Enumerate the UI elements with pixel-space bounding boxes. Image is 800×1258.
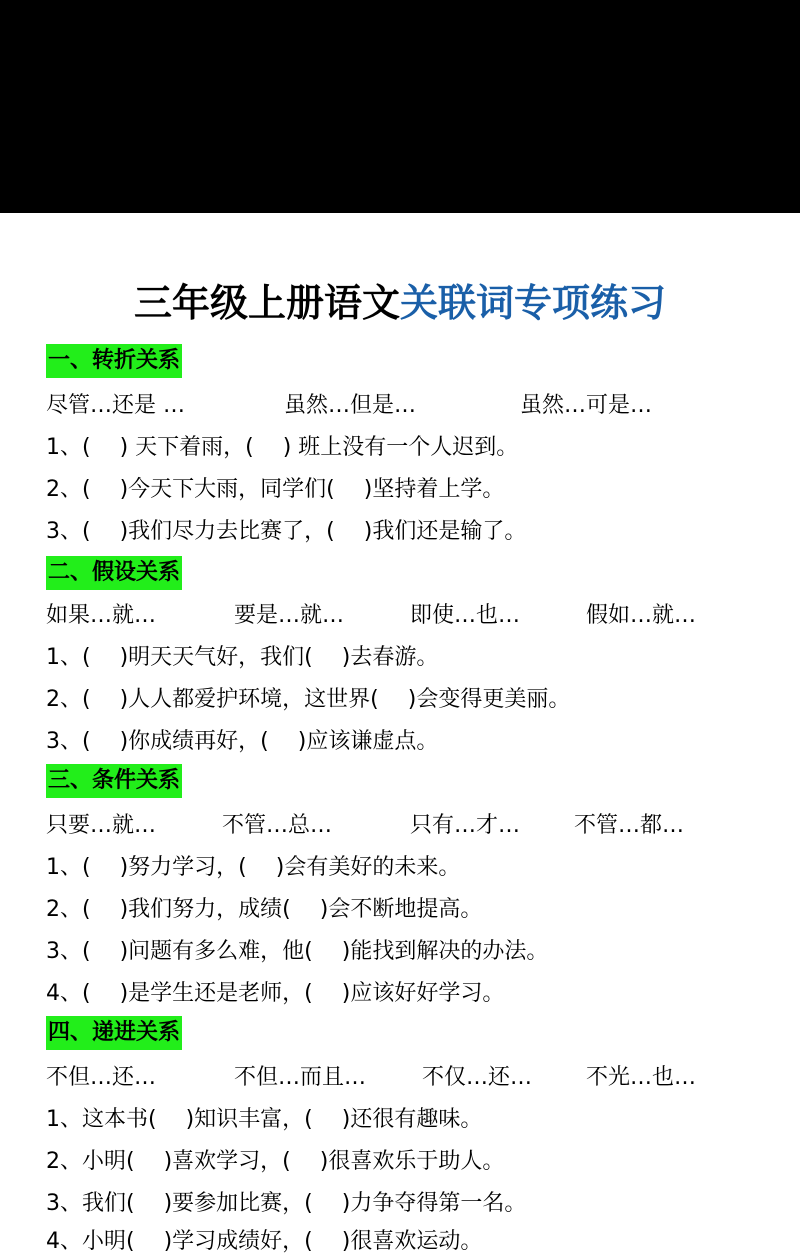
conjunction-item: 尽管…还是 …	[46, 393, 185, 418]
section-heading-progressive: 四、递进关系	[46, 1016, 182, 1050]
conjunction-item: 不仅…还…	[422, 1065, 533, 1090]
question-line: 3、( )问题有多么难，他( )能找到解决的办法。	[46, 939, 549, 964]
question-line: 2、( )人人都爱护环境，这世界( )会变得更美丽。	[46, 687, 571, 712]
question-line: 4、小明( )学习成绩好，( )很喜欢运动。	[46, 1229, 483, 1254]
conjunction-row	[46, 810, 766, 842]
conjunction-item: 不但…还…	[46, 1065, 157, 1090]
section-heading-hypothesis: 二、假设关系	[46, 556, 182, 590]
question-line: 4、( )是学生还是老师，( )应该好好学习。	[46, 981, 505, 1006]
question-line: 1、( ) 天下着雨，( ) 班上没有一个人迟到。	[46, 435, 519, 460]
conjunction-row	[46, 390, 766, 422]
conjunction-item: 只要…就…	[46, 813, 157, 838]
page-title	[0, 278, 800, 328]
conjunction-row	[46, 600, 766, 632]
conjunction-row	[46, 1062, 766, 1094]
title-part-blue: 关联词专项练习	[400, 281, 667, 325]
conjunction-item: 虽然…可是…	[520, 393, 653, 418]
question-line: 1、( )明天天气好，我们( )去春游。	[46, 645, 439, 670]
question-line: 2、小明( )喜欢学习，( )很喜欢乐于助人。	[46, 1149, 505, 1174]
conjunction-item: 虽然…但是…	[284, 393, 417, 418]
conjunction-item: 不管…总…	[222, 813, 333, 838]
title-part-black: 三年级上册语文	[133, 281, 400, 325]
section-heading-condition: 三、条件关系	[46, 764, 182, 798]
question-line: 2、( )我们努力，成绩( )会不断地提高。	[46, 897, 483, 922]
conjunction-item: 如果…就…	[46, 603, 157, 628]
conjunction-item: 只有…才…	[410, 813, 521, 838]
question-line: 3、( )我们尽力去比赛了，( )我们还是输了。	[46, 519, 527, 544]
conjunction-item: 不光…也…	[586, 1065, 697, 1090]
question-line: 3、我们( )要参加比赛，( )力争夺得第一名。	[46, 1191, 527, 1216]
question-line: 2、( )今天下大雨，同学们( )坚持着上学。	[46, 477, 505, 502]
conjunction-item: 要是…就…	[234, 603, 345, 628]
conjunction-item: 假如…就…	[586, 603, 697, 628]
conjunction-item: 不但…而且…	[234, 1065, 367, 1090]
section-heading-transition: 一、转折关系	[46, 344, 182, 378]
question-line: 1、这本书( )知识丰富，( )还很有趣味。	[46, 1107, 483, 1132]
conjunction-item: 不管…都…	[574, 813, 685, 838]
question-line: 1、( )努力学习，( )会有美好的未来。	[46, 855, 461, 880]
question-line: 3、( )你成绩再好，( )应该谦虚点。	[46, 729, 439, 754]
conjunction-item: 即使…也…	[410, 603, 521, 628]
top-black-bar	[0, 0, 800, 213]
